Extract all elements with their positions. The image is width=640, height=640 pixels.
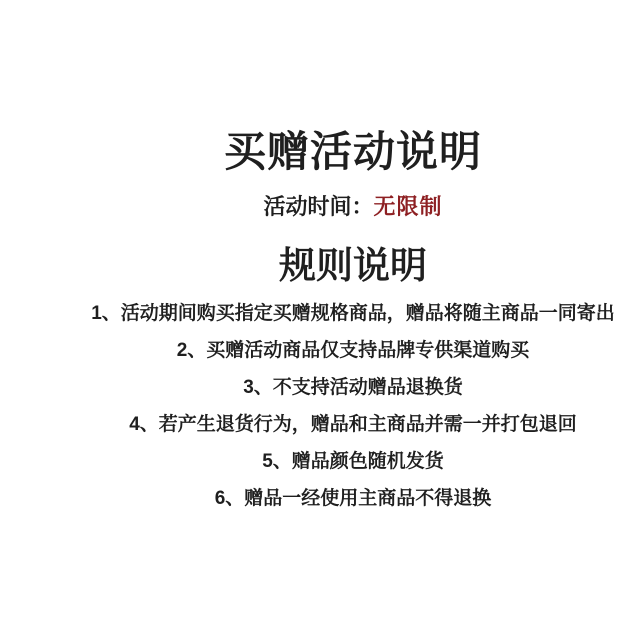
rules-section-title: 规则说明 <box>279 245 427 286</box>
rule-item-3: 3、不支持活动赠品退换货 <box>243 377 463 398</box>
rule-item-1: 1、活动期间购买指定买赠规格商品，赠品将随主商品一同寄出 <box>91 303 615 324</box>
rule-item-5: 5、赠品颜色随机发货 <box>262 451 444 472</box>
content-block <box>66 0 640 517</box>
rule-item-2: 2、买赠活动商品仅支持品牌专供渠道购买 <box>176 340 530 361</box>
activity-time-value: 无限制 <box>373 194 443 219</box>
activity-time-label: 活动时间： <box>263 194 374 219</box>
rule-item-4: 4、若产生退货行为，赠品和主商品并需一并打包退回 <box>129 414 577 435</box>
rules-list <box>66 295 640 517</box>
rule-item-6: 6、赠品一经使用主商品不得退换 <box>214 488 492 509</box>
page-title: 买赠活动说明 <box>223 128 482 175</box>
activity-time-line <box>66 194 640 220</box>
